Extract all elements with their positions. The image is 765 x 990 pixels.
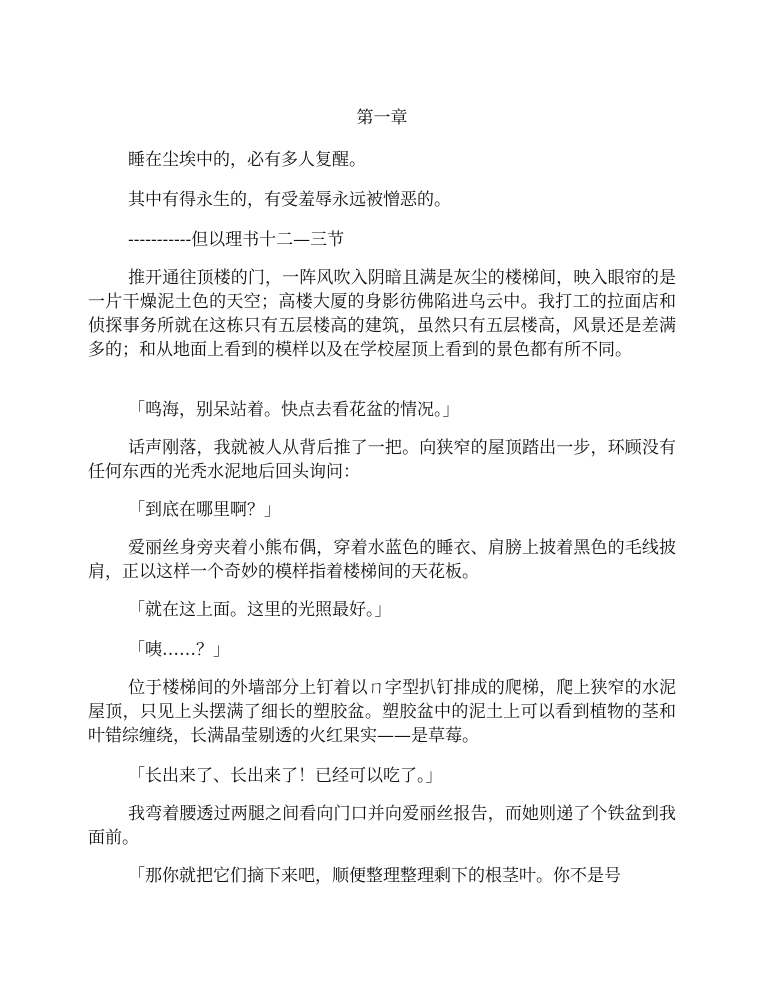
paragraph-narration-3: 位于楼梯间的外墙部分上钉着以ㄇ字型扒钉排成的爬梯，爬上狭窄的水泥屋顶，只见上头摆满了细长的塑胶盆。塑胶盆中的泥土上可以看到植物的茎和叶错综缠绕，长满晶莹剔透的火红果实——是草莓。 [88,678,676,746]
paragraph-narration-2: 爱丽丝身旁夹着小熊布偶，穿着水蓝色的睡衣、肩膀上披着黑色的毛线披肩，正以这样一个奇妙的模样指着楼梯间的天花板。 [88,538,676,582]
paragraph-narration-1: 话声刚落，我就被人从背后推了一把。向狭窄的屋顶踏出一步，环顾没有任何东西的光秃水泥地后回头询问： [88,438,676,482]
chapter-title: 第一章 [356,108,408,128]
paragraph-epigraph-source: -----------但以理书十二—三节 [128,230,345,250]
paragraph-dialogue-5: 「长出来了、长出来了！已经可以吃了。」 [128,766,443,786]
paragraph-dialogue-1: 「鸣海，别呆站着。快点去看花盆的情况。」 [128,400,460,420]
paragraph-dialogue-4: 「咦……？」 [128,640,230,660]
paragraph-dialogue-2: 「到底在哪里啊？」 [128,500,281,520]
document-page [88,0,676,990]
paragraph-dialogue-6: 「那你就把它们摘下来吧，顺便整理整理剩下的根茎叶。你不是号 [128,866,621,886]
paragraph-epigraph-2: 其中有得永生的，有受羞辱永远被憎恶的。 [128,190,451,210]
paragraph-opening: 推开通往顶楼的门，一阵风吹入阴暗且满是灰尘的楼梯间，映入眼帘的是一片干燥泥土色的天空；高楼大厦的身影彷佛陷进乌云中。我打工的拉面店和侦探事务所就在这栋只有五层楼高的建筑，虽然只有五层楼高，风景还是差满多的；和从地面上看到的模样以及在学校屋顶上看到的景色都有所不同。 [88,268,676,360]
paragraph-dialogue-3: 「就在这上面。这里的光照最好。」 [128,600,392,620]
paragraph-narration-4: 我弯着腰透过两腿之间看向门口并向爱丽丝报告，而她则递了个铁盆到我面前。 [88,804,676,848]
paragraph-epigraph-1: 睡在尘埃中的，必有多人复醒。 [128,150,366,170]
